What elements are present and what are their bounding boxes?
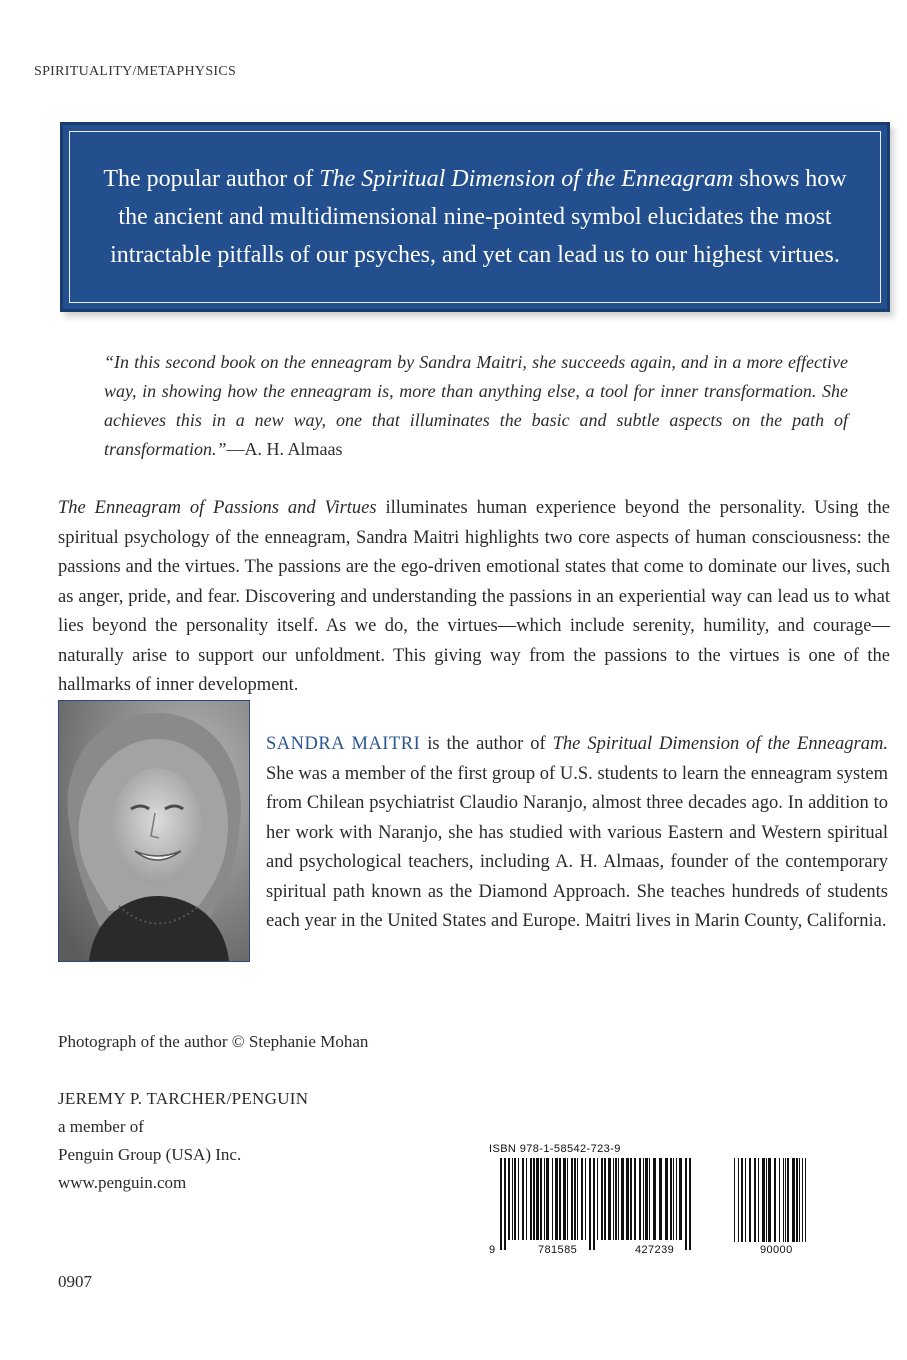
barcode-bar	[659, 1158, 662, 1240]
barcode-bar	[762, 1158, 765, 1242]
quote-attribution: —A. H. Almaas	[226, 439, 343, 459]
photo-credit: Photograph of the author © Stephanie Mohan	[58, 1032, 369, 1051]
barcode-bar	[621, 1158, 624, 1240]
barcode-bar	[533, 1158, 535, 1240]
barcode-lead-digit: 9	[489, 1244, 496, 1256]
blurb-book-title: The Spiritual Dimension of the Enneagram	[319, 166, 734, 192]
barcode-bar	[518, 1158, 519, 1240]
barcode-bar	[799, 1158, 800, 1242]
barcode-group2: 427239	[635, 1244, 675, 1256]
barcode-bar	[581, 1158, 583, 1240]
barcode-bar	[779, 1158, 780, 1242]
blurb-frame	[69, 131, 881, 303]
isbn-label: ISBN 978-1-58542-723-9	[489, 1143, 621, 1155]
barcode-bar	[645, 1158, 648, 1240]
bio-book-title: The Spiritual Dimension of the Enneagram.	[552, 734, 888, 754]
description-text: illuminates human experience beyond the personality. Using the spiritual psychology of the enneagram, Sandra Maitri highlights two core aspects of human consciousness: the passions and the virtues. The passions are the ego-driven emotional states that come to dominate our lives, such as anger, pride, and fear. Discovering and understanding the passions in an experiential way can lead us to what lies beyond the personality itself. As we do, the virtues—which include serenity, humility, and courage—naturally arise to support our unfoldment. This giving way from the passions to the virtues is one of the hallmarks of inner development.	[58, 498, 890, 695]
barcode-bar	[571, 1158, 573, 1240]
barcode-bar	[567, 1158, 568, 1240]
barcode-bar	[504, 1158, 506, 1250]
barcode-bar	[601, 1158, 603, 1240]
barcode-bar	[585, 1158, 586, 1240]
barcode-bar	[796, 1158, 798, 1242]
barcode-bar	[615, 1158, 617, 1240]
price-code: 0907	[58, 1272, 92, 1291]
barcode-bar	[785, 1158, 786, 1242]
barcode-bar	[768, 1158, 771, 1242]
barcode-bar	[500, 1158, 502, 1250]
barcode-bar	[679, 1158, 682, 1240]
barcode-bar	[597, 1158, 598, 1240]
barcode-bar	[552, 1158, 553, 1240]
barcode-bar	[649, 1158, 650, 1240]
publisher-line3: Penguin Group (USA) Inc.	[58, 1145, 242, 1164]
bio-intro: is the author of	[420, 734, 553, 754]
barcode-bar	[676, 1158, 677, 1240]
barcode-bar	[530, 1158, 532, 1240]
barcode-bar	[559, 1158, 561, 1240]
barcode-bar	[734, 1158, 735, 1242]
author-name: SANDRA MAITRI	[266, 734, 421, 754]
barcode-bar	[738, 1158, 739, 1242]
barcode-addon: 90000	[760, 1244, 793, 1256]
barcode-bar	[745, 1158, 746, 1242]
blurb-pre: The popular author of	[103, 166, 320, 192]
barcode-bar	[626, 1158, 629, 1240]
description-book-title: The Enneagram of Passions and Virtues	[58, 498, 377, 518]
barcode-bar	[563, 1158, 566, 1240]
endorsement-quote	[104, 348, 848, 464]
barcode-bar	[787, 1158, 789, 1242]
barcode-bar	[749, 1158, 751, 1242]
author-photo	[58, 700, 250, 962]
barcode-bar	[670, 1158, 672, 1240]
blurb-post: shows how the ancient and multidimensional nine-pointed symbol elucidates the most intractable pitfalls of our psyches, and yet can lead us to our highest virtues.	[110, 166, 847, 268]
barcode-bar	[653, 1158, 656, 1240]
barcode-bar	[639, 1158, 641, 1240]
barcode-group1: 781585	[538, 1244, 578, 1256]
barcode-bar	[540, 1158, 542, 1240]
barcode-bar	[766, 1158, 767, 1242]
barcode-bar	[546, 1158, 549, 1240]
barcode-bar	[673, 1158, 674, 1240]
barcode-bar	[574, 1158, 576, 1240]
publisher-block	[58, 1085, 308, 1197]
barcode-bar	[536, 1158, 539, 1240]
barcode	[480, 1158, 810, 1283]
barcode-bar	[514, 1158, 516, 1240]
bio-text: She was a member of the first group of U.S. students to learn the enneagram system from Chilean psychiatrist Claudio Naranjo, almost three decades ago. In addition to her work with Naranjo, she has studied with various Eastern and Western spiritual and psychological teachers, including A. H. Almaas, founder of the contemporary spiritual path known as the Diamond Approach. She teaches hundreds of students each year in the United States and Europe. Maitri lives in Marin County, California.	[266, 763, 888, 931]
barcode-bar	[754, 1158, 756, 1242]
barcode-bar	[630, 1158, 632, 1240]
publisher-line2: a member of	[58, 1117, 144, 1136]
author-bio	[266, 730, 888, 937]
publisher-name: JEREMY P. TARCHER/PENGUIN	[58, 1089, 309, 1108]
barcode-bar	[618, 1158, 619, 1240]
barcode-bar	[604, 1158, 606, 1240]
blurb-box	[60, 122, 890, 312]
barcode-bar	[802, 1158, 803, 1242]
barcode-bar	[577, 1158, 578, 1240]
barcode-bar	[589, 1158, 591, 1250]
barcode-bar	[526, 1158, 527, 1240]
barcode-bar	[544, 1158, 545, 1240]
barcode-bar	[593, 1158, 595, 1250]
quote-text: “In this second book on the enneagram by Sandra Maitri, she succeeds again, and in a more effective way, in showing how the enneagram is, more than anything else, a tool for inner transformation. She achieves this in a new way, one that illuminates the basic and subtle aspects on the path of transformation.”	[104, 352, 848, 459]
barcode-bar	[665, 1158, 668, 1240]
barcode-bar	[555, 1158, 558, 1240]
barcode-bar	[685, 1158, 687, 1250]
barcode-bar	[522, 1158, 524, 1240]
publisher-website: www.penguin.com	[58, 1173, 187, 1192]
barcode-bar	[792, 1158, 795, 1242]
book-description	[58, 494, 890, 701]
category-label: SPIRITUALITY/METAPHYSICS	[34, 64, 237, 79]
barcode-bar	[689, 1158, 691, 1250]
barcode-bar	[613, 1158, 614, 1240]
barcode-bar	[774, 1158, 776, 1242]
barcode-bar	[508, 1158, 510, 1240]
barcode-bar	[643, 1158, 644, 1240]
barcode-bars	[480, 1158, 810, 1278]
barcode-bar	[512, 1158, 513, 1240]
barcode-bar	[758, 1158, 759, 1242]
barcode-bar	[634, 1158, 636, 1240]
blurb-text	[100, 160, 850, 274]
author-portrait-image	[59, 701, 249, 961]
barcode-bar	[741, 1158, 743, 1242]
barcode-bar	[783, 1158, 784, 1242]
barcode-bar	[608, 1158, 611, 1240]
barcode-bar	[805, 1158, 806, 1242]
